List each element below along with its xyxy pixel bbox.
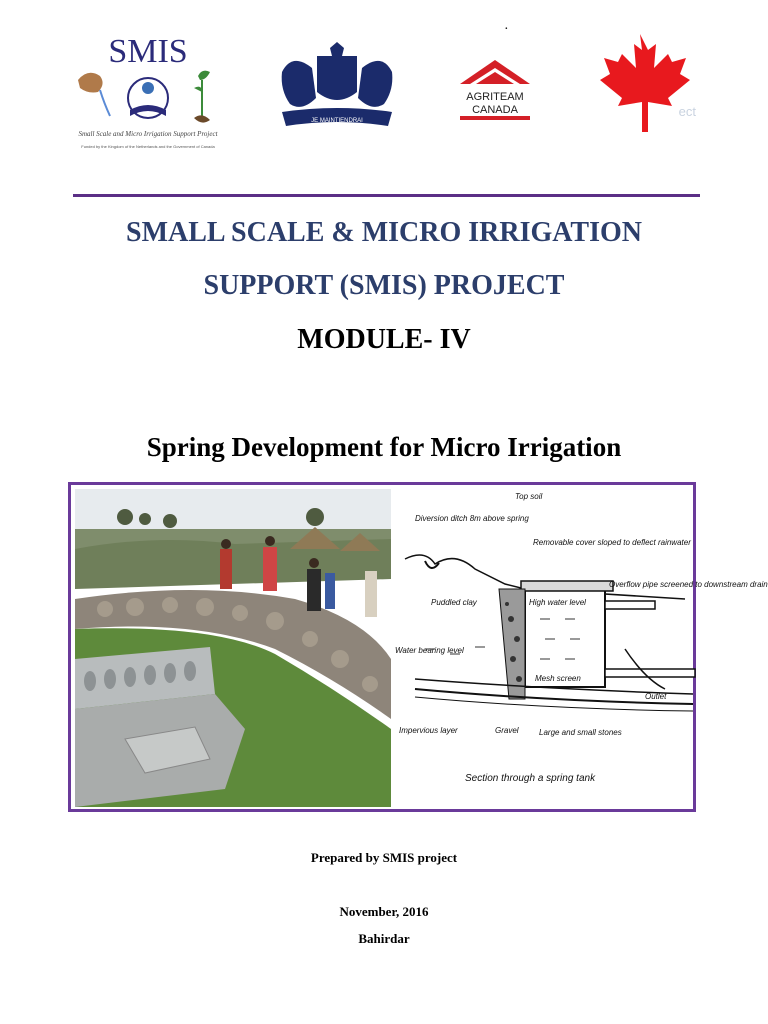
netherlands-motto: JE MAINTIENDRAI (311, 118, 363, 124)
label-puddled-clay: Puddled clay (431, 598, 477, 607)
agriteam-line1: AGRITEAM (466, 91, 524, 103)
smis-logo-tagline: Small Scale and Micro Irrigation Support Project (78, 130, 218, 138)
label-impervious-layer: Impervious layer (399, 726, 458, 735)
header-dot: · (504, 22, 509, 37)
label-overflow-pipe: Overflow pipe screened to downstream drain (609, 580, 768, 589)
label-stones: Large and small stones (539, 728, 622, 737)
smis-logo (70, 28, 225, 153)
spring-tank-diagram (395, 489, 768, 807)
label-high-water-level: High water level (529, 598, 586, 607)
label-gravel: Gravel (495, 726, 519, 735)
netherlands-coat-of-arms (272, 42, 402, 132)
smis-logo-funder: Funded by the Kingdom of the Netherlands and the Government of Canada (81, 144, 215, 149)
smis-logo-text: SMIS (108, 33, 188, 70)
label-water-bearing-level: Water bearing level (395, 646, 464, 655)
document-subtitle: Spring Development for Micro Irrigation (146, 432, 622, 462)
diagram-caption: Section through a spring tank (465, 773, 596, 784)
spring-site-photo (75, 489, 391, 807)
header-rule (73, 194, 700, 197)
agriteam-canada-logo (454, 56, 536, 122)
canada-maple-leaf-logo (590, 28, 702, 140)
title-line-2: SUPPORT (SMIS) PROJECT (203, 270, 565, 301)
publication-date: November, 2016 (339, 904, 429, 919)
label-mesh-screen: Mesh screen (535, 674, 581, 683)
label-diversion-ditch: Diversion ditch 8m above spring (415, 514, 529, 523)
publication-place: Bahirdar (358, 931, 410, 946)
label-removable-cover: Removable cover sloped to deflect rainwater (533, 538, 691, 547)
agriteam-line2: CANADA (472, 104, 518, 116)
prepared-by: Prepared by SMIS project (310, 850, 458, 865)
title-line-1: SMALL SCALE & MICRO IRRIGATION (126, 217, 642, 248)
canada-overlay-text: ect (678, 104, 696, 119)
cover-image-frame (68, 482, 768, 812)
label-top-soil: Top soil (515, 492, 543, 501)
label-outlet: Outlet (645, 692, 667, 701)
module-label: MODULE- IV (297, 324, 471, 355)
